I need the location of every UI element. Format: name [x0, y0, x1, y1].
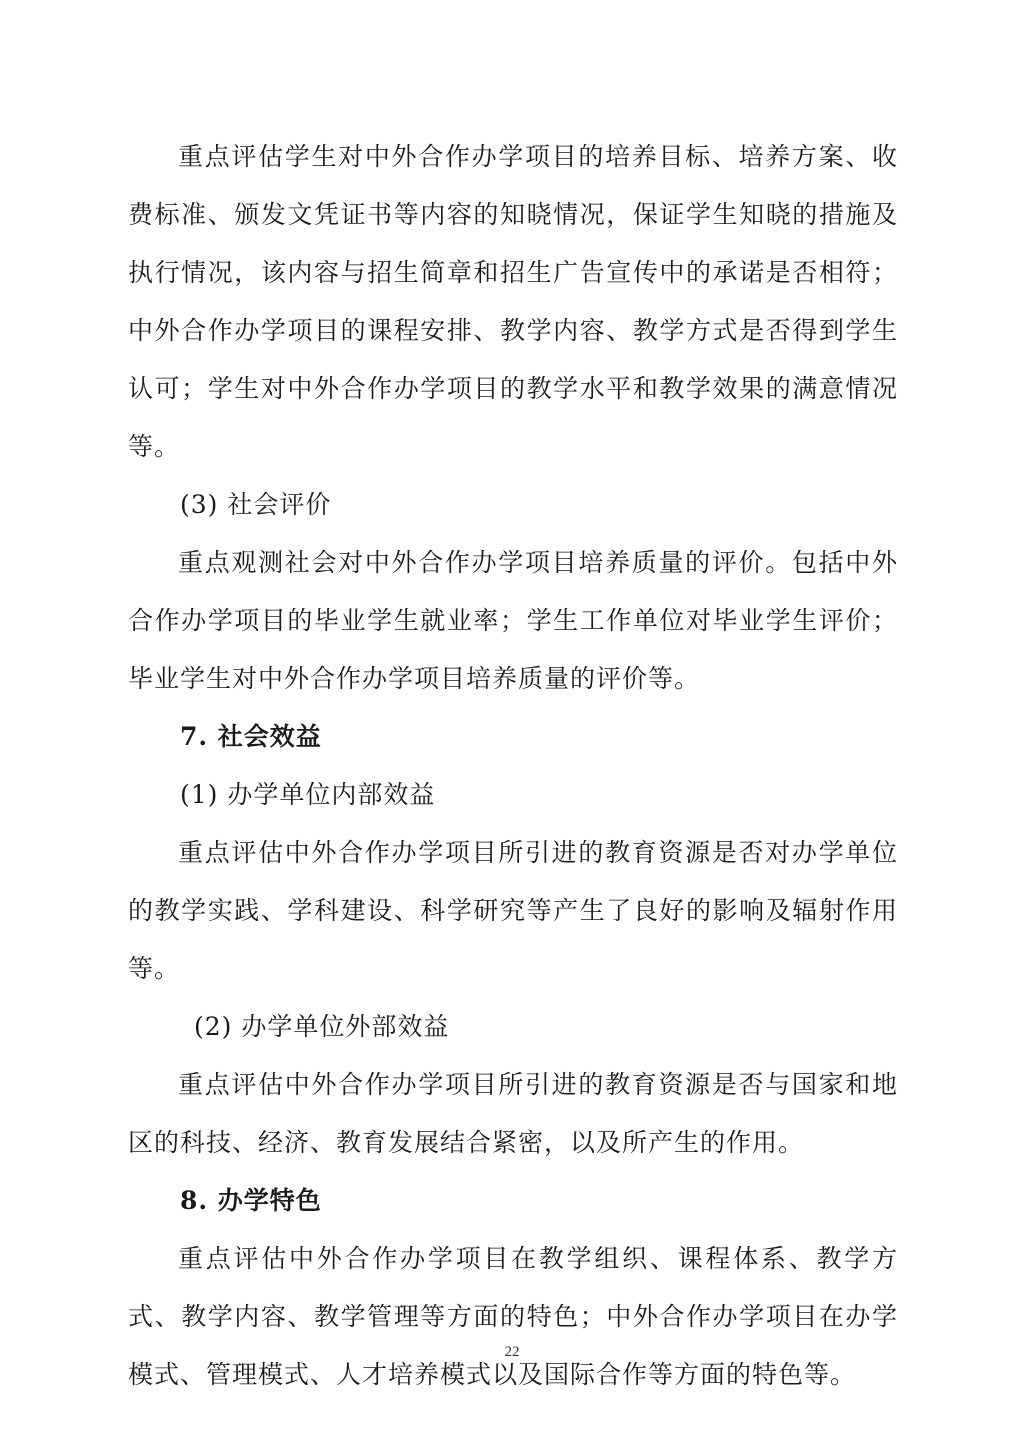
- paragraph-student-evaluation: 重点评估学生对中外合作办学项目的培养目标、培养方案、收费标准、颁发文凭证书等内容的知晓情况，保证学生知晓的措施及执行情况，该内容与招生简章和招生广告宣传中的承诺是否相符；中外合作办学项目的课程安排、教学内容、教学方式是否得到学生认可；学生对中外合作办学项目的教学水平和教学效果的满意情况等。: [128, 142, 898, 461]
- heading-social-benefits: 7. 社会效益: [180, 722, 322, 751]
- page-number: 22: [504, 1344, 520, 1360]
- paragraph-internal-benefits: 重点评估中外合作办学项目所引进的教育资源是否对办学单位的教学实践、学科建设、科学研究等产生了良好的影响及辐射作用等。: [128, 838, 898, 983]
- subheading-social-evaluation: (3) 社会评价: [180, 490, 332, 519]
- paragraph-social-evaluation: 重点观测社会对中外合作办学项目培养质量的评价。包括中外合作办学项目的毕业学生就业率；学生工作单位对毕业学生评价；毕业学生对中外合作办学项目培养质量的评价等。: [128, 548, 898, 693]
- paragraph-characteristics: 重点评估中外合作办学项目在教学组织、课程体系、教学方式、教学内容、教学管理等方面的特色；中外合作办学项目在办学模式、管理模式、人才培养模式以及国际合作等方面的特色等。: [128, 1244, 898, 1389]
- subheading-internal-benefits: (1) 办学单位内部效益: [180, 780, 436, 809]
- subheading-external-benefits: (2) 办学单位外部效益: [194, 1012, 450, 1041]
- document-body: [128, 128, 898, 1404]
- paragraph-external-benefits: 重点评估中外合作办学项目所引进的教育资源是否与国家和地区的科技、经济、教育发展结合紧密，以及所产生的作用。: [128, 1070, 898, 1157]
- heading-characteristics: 8. 办学特色: [180, 1186, 322, 1215]
